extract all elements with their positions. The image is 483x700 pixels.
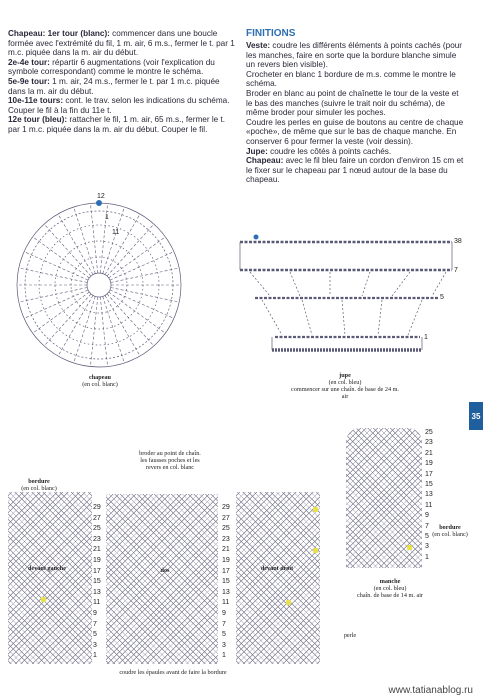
row-number: 5 xyxy=(425,533,429,540)
finitions-paragraph: Veste: coudre les différents éléments à points cachés (pour les manches, faire en sorte que la bordure blanche simule un revers bien visible). xyxy=(246,41,463,70)
row-number: 19 xyxy=(93,557,101,564)
instruction-paragraph: 10e-11e tours: cont. le trav. selon les indications du schéma. Couper le fil à la fin du 11e t. xyxy=(8,96,230,115)
hat-start-marker xyxy=(96,200,102,206)
right-front-panel xyxy=(236,492,320,664)
row-number: 5 xyxy=(93,631,97,639)
pearl-bead xyxy=(313,548,318,553)
skirt-diagram xyxy=(240,242,452,350)
hat-rays xyxy=(17,203,181,366)
row-number: 21 xyxy=(222,546,230,554)
row-number: 7 xyxy=(425,522,429,530)
hat-label: chapeau (en col. blanc) xyxy=(82,374,118,388)
row-number: 13 xyxy=(222,588,230,596)
row-number: 3 xyxy=(93,641,97,649)
row-number: 15 xyxy=(93,578,101,586)
hat-row-12: 12 xyxy=(97,193,105,200)
row-number: 19 xyxy=(425,460,433,468)
hat-row-1: 1 xyxy=(105,214,109,221)
pearl-bead xyxy=(313,507,318,512)
skirt-start-marker xyxy=(254,235,259,240)
instruction-paragraph: 5e-9e tour: 1 m. air, 24 m.s., fermer le t. par 1 m.c. piquée dans la m. air du début. xyxy=(8,76,220,96)
hat-row-11: 11 xyxy=(112,229,120,236)
sleeve-bordure-label: bordure (en col. blanc) xyxy=(432,524,468,538)
left-front-label: devant gauche xyxy=(28,565,66,572)
broder-note: broder au point de chaîn. les fausses poches et les revers en col. blanc xyxy=(139,450,201,471)
row-number: 1 xyxy=(93,652,97,660)
row-number: 23 xyxy=(425,439,433,447)
row-number: 5 xyxy=(222,631,226,639)
row-number: 9 xyxy=(93,610,97,617)
instruction-paragraph: 12e tour (bleu): rattacher le fil, 1 m. air, 65 m.s., fermer le t. par 1 m.c. piquée dans la m. air du début. Couper le fil. xyxy=(8,115,226,134)
row-number: 21 xyxy=(93,546,101,554)
row-number: 7 xyxy=(93,620,97,628)
finitions-paragraph: Crocheter en blanc 1 bordure de m.s. comme le montre le schéma. xyxy=(246,69,456,89)
finitions-paragraph: Broder en blanc au point de chaînette le tour de la veste et le bas des manches (suivre le trait noir du schéma), de même broder pour simuler les poches. xyxy=(246,88,459,118)
row-number: 17 xyxy=(222,567,230,575)
row-number: 23 xyxy=(93,535,101,543)
row-number: 15 xyxy=(425,481,433,488)
page-number: 35 xyxy=(469,402,483,430)
row-number: 27 xyxy=(222,514,230,522)
finitions-paragraph: Coudre les perles en guise de boutons au centre de chaque «poche», de même que sur le bas de chaque manche. En conserver 6 pour fermer la veste (voir dessin). xyxy=(246,117,464,146)
row-number: 23 xyxy=(222,535,230,543)
row-number: 11 xyxy=(222,599,230,607)
skirt-row-5: 5 xyxy=(440,294,444,301)
row-number: 13 xyxy=(425,491,433,499)
back-panel xyxy=(106,494,218,664)
finitions-paragraph: Jupe: coudre les côtés à points cachés. xyxy=(246,146,392,156)
row-number: 3 xyxy=(222,641,226,649)
row-number: 9 xyxy=(425,512,429,520)
back-label: dos xyxy=(160,567,170,574)
finitions-title: FINITIONS xyxy=(246,28,296,39)
finitions-paragraph: Chapeau: avec le fil bleu faire un cordon d'environ 15 cm et le fixer sur le chapeau par 1 nœud autour de la base du chapeau. xyxy=(246,156,464,185)
shoulder-note: coudre les épaules avant de faire la bordure xyxy=(119,669,227,676)
skirt-row-1: 1 xyxy=(424,334,428,341)
row-number: 15 xyxy=(222,578,230,586)
instruction-paragraph: 2e-4e tour: répartir 6 augmentations (voir l'explication du symbole correspondant) comme le montre le schéma. xyxy=(8,57,215,77)
perle-label: perle xyxy=(343,632,357,639)
right-front-label: devant droit xyxy=(260,565,294,572)
watermark: www.tatianablog.ru xyxy=(388,685,473,696)
row-number: 25 xyxy=(425,429,433,436)
left-front-panel xyxy=(8,492,92,664)
instruction-paragraph: Chapeau: 1er tour (blanc): commencer dans une boucle formée avec l'extrémité du fil, 1 m. air, 6 m.s., fermer le t. par 1 m.c. piquée dans la m. air du début. xyxy=(8,29,235,58)
row-number: 3 xyxy=(425,543,429,551)
row-number: 1 xyxy=(222,652,226,660)
row-number: 27 xyxy=(93,514,101,522)
row-number: 9 xyxy=(222,610,226,617)
row-number: 11 xyxy=(93,599,101,607)
skirt-label: jupe (en col. bleu) commencer sur une chaîn. de base de 24 m. air xyxy=(291,372,399,400)
pearl-bead xyxy=(286,600,291,605)
bordure-label: bordure (en col. blanc) xyxy=(21,478,57,492)
row-number: 21 xyxy=(425,449,433,457)
skirt-row-7: 7 xyxy=(454,267,458,274)
row-number: 7 xyxy=(222,620,226,628)
pearl-bead xyxy=(41,597,46,602)
row-number: 19 xyxy=(222,557,230,564)
skirt-row-38: 38 xyxy=(454,238,462,245)
row-number: 25 xyxy=(93,525,101,533)
row-number: 29 xyxy=(222,504,230,511)
row-number: 13 xyxy=(93,588,101,596)
row-number: 29 xyxy=(93,504,101,511)
row-number: 1 xyxy=(425,553,429,561)
sleeve-label: manche (en col. bleu) chaîn. de base de 14 m. air xyxy=(357,578,423,599)
row-number: 17 xyxy=(93,567,101,575)
row-number: 11 xyxy=(425,501,433,509)
pearl-bead xyxy=(407,545,412,550)
row-number: 17 xyxy=(425,470,433,478)
row-number: 25 xyxy=(222,525,230,533)
